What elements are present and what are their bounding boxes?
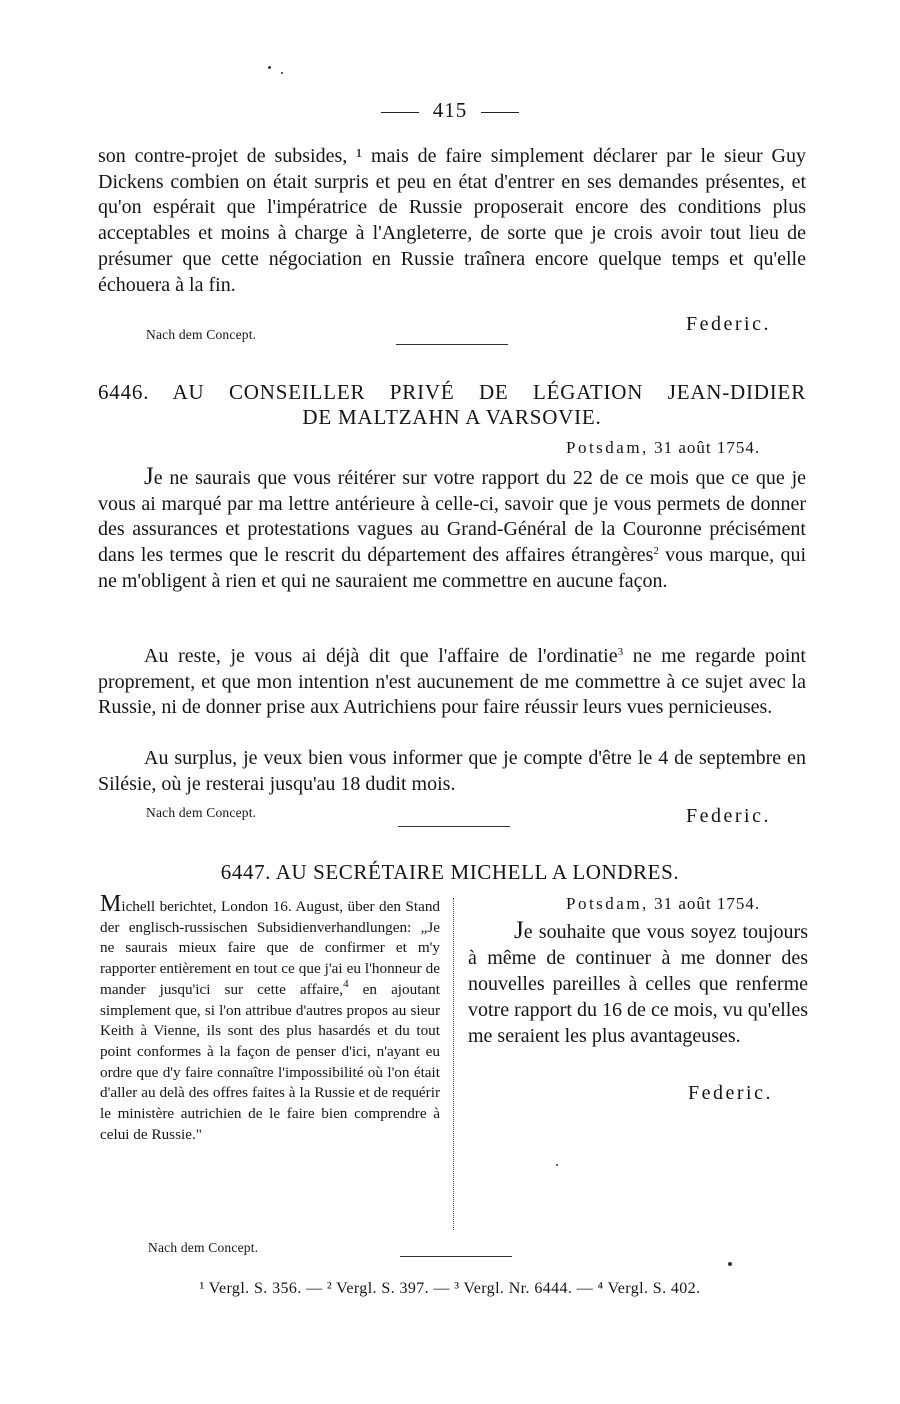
page-number-value: 415 [432,98,468,122]
letter-6447-reply-text: e souhaite que vous soyez toujours à même de continuer à me donner des nouvelles pareilles à celles que renferme votre rapport du 16 de ce mois, vu qu'elles me seraient les plus avantageuses. [468,921,808,1047]
letter-6447-summary-text-end: en ajoutant simplement que, si l'on attribue d'autres propos au sieur Keith à Vienne, ils sont des plus hasardés et du tout point conformes à la façon de penser d'ici, n'ayant eu ordre que d'y faire connaître l'impossibilité où l'on était d'aller au delà des offres faites à la Russie et de requérir le ministère autrichien de le faire bien comprendre à celui de Russie." [100,980,440,1143]
ink-speck [728,1262,732,1266]
ink-speck [268,66,271,69]
carryover-paragraph: son contre-projet de subsides, ¹ mais de faire simplement déclarer par le sieur Guy Dickens combien on était surpris et peu en état d'entrer en ses demandes présentes, et qu'on espérait que l'impératrice de Russie proposerait encore des conditions plus acceptables et moins à charge à l'Angleterre, de sorte que je crois avoir tout lieu de présumer que cette négociation en Russie traînera encore quelque temps et qu'elle échouera à la fin. [98,145,806,296]
letter-6447-concept-note: Nach dem Concept. [148,1240,259,1255]
letter-6446-paragraph-1 [98,464,806,595]
carryover-signature: Federic. [686,313,771,335]
letter-6446-p2-text-end: ne me regarde point proprement, et que mon intention n'est aucunement de me commettre à ce sujet avec la Russie, ni de donner prise aux Autrichiens pour faire réussir leurs vues pernicieuses. [98,645,806,719]
letter-6446-heading [98,380,806,430]
letter-6446-separator-rule [398,826,510,827]
footnotes: ¹ Vergl. S. 356. — ² Vergl. S. 397. — ³ Vergl. Nr. 6444. — ⁴ Vergl. S. 402. [199,1280,701,1297]
letter-6447-place: Potsdam, [566,894,649,913]
carryover-concept-note: Nach dem Concept. [146,327,257,342]
page-number-dash-left [381,112,419,113]
letter-6447-summary [100,891,440,1145]
footnote-ref-2: 2 [653,545,659,558]
footnote-ref-4: 4 [343,977,349,990]
footnote-ref-3: 3 [617,646,624,658]
ink-speck [556,1164,558,1166]
letter-6447-separator-rule [400,1256,512,1257]
letter-6446-dateline [566,438,760,458]
letter-6446-place: Potsdam, [566,438,649,457]
letter-6446-initial: J [144,463,154,490]
letter-6447-summary-text: ichell berichtet, London 16. August, über den Stand der englisch-russischen Subsidienverhandlungen: „Je ne saurais mieux faire que de confirmer et m'y rapporter entièrement en tout ce que j'ai eu l'honneur de mander jusqu'ici sur cette affaire, [100,898,440,998]
letter-6446-p2-text: Au reste, je vous ai déjà dit que l'affaire de l'ordinatie [144,645,618,667]
letter-6447-summary-initial: M [100,891,122,917]
letter-6446-p1-text: e ne saurais que vous réitérer sur votre rapport du 22 de ce mois que ce que je vous ai marqué par ma lettre antérieure à celle-ci, savoir que je vous permets de donner des assurances et protestations vagues au Grand-Général de la Couronne précisément dans les termes que le rescrit du département des affaires étrangères [98,467,806,567]
column-divider [453,898,454,1230]
letter-6446-paragraph-3: Au surplus, je veux bien vous informer que je compte d'être le 4 de septembre en Silésie, où je resterai jusqu'au 18 dudit mois. [98,747,806,795]
letter-6446-signature: Federic. [686,805,771,827]
page-number-dash-right [481,112,519,113]
ink-speck [281,72,283,74]
letter-6446-date: 31 août 1754. [654,438,761,457]
letter-6447-heading: 6447. AU SECRÉTAIRE MICHELL A LONDRES. [220,860,680,884]
letter-6447-signature: Federic. [688,1082,773,1104]
letter-6446-concept-note: Nach dem Concept. [146,805,257,820]
letter-6446-heading-line1: 6446. AU CONSEILLER PRIVÉ DE LÉGATION JEAN-DIDIER [98,380,806,404]
letter-6446-paragraph-2 [98,644,806,721]
letter-6446-heading-line2: DE MALTZAHN A VARSOVIE. [302,405,602,429]
letter-6447-reply-initial: J [514,917,524,944]
letter-6447-dateline [566,894,760,914]
letter-6447-date: 31 août 1754. [654,894,761,913]
page-number [0,98,900,123]
letter-6447-reply [468,918,808,1049]
carryover-separator-rule [396,344,508,345]
letter-6446-p1-text-end: vous marque, qui ne m'obligent à rien et qui ne sauraient me commettre en aucune façon. [98,544,806,592]
